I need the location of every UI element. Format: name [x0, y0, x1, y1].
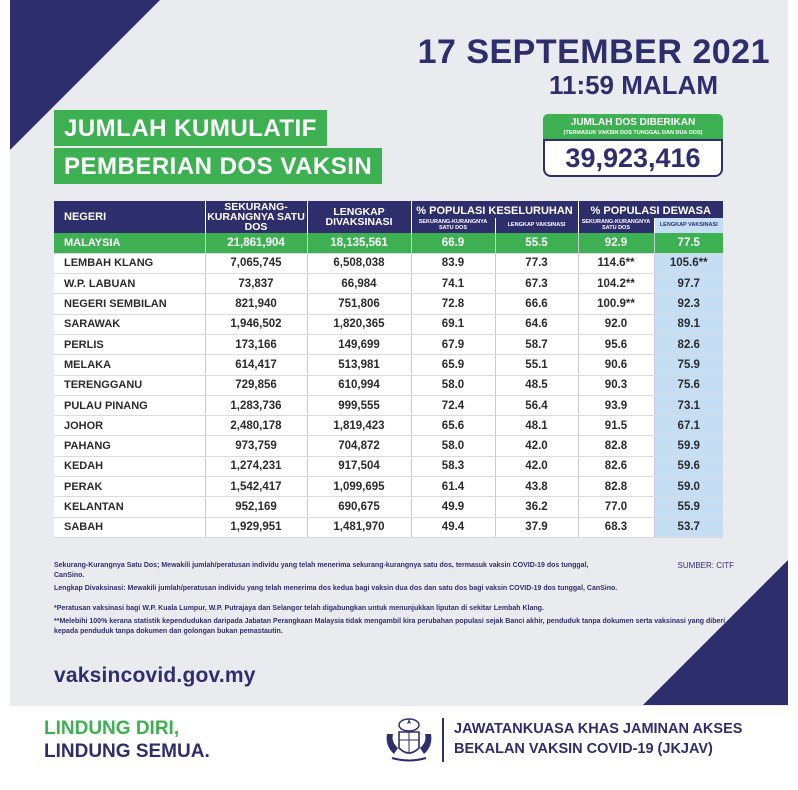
cell-pa2: 89.1: [654, 314, 723, 334]
cell-pa2: 97.7: [654, 274, 723, 294]
cell-full: 18,135,561: [307, 233, 411, 253]
subheader-adult-full: LENGKAP VAKSINASI: [654, 218, 723, 233]
cell-pa1: 68.3: [578, 517, 654, 537]
cell-full: 1,820,365: [307, 314, 411, 334]
cell-full: 999,555: [307, 395, 411, 415]
cell-full: 66,984: [307, 274, 411, 294]
cell-pt1: 58.3: [411, 456, 495, 476]
cell-pt1: 58.0: [411, 436, 495, 456]
header-pop-adult: % POPULASI DEWASA: [578, 201, 723, 218]
table-row: [54, 436, 723, 456]
cell-pa2: 92.3: [654, 294, 723, 314]
cell-full: 751,806: [307, 294, 411, 314]
total-label-text: JUMLAH DOS DIBERIKAN: [570, 117, 696, 128]
cell-full: 690,675: [307, 497, 411, 517]
table-row: [54, 456, 723, 476]
table-row: [54, 477, 723, 497]
cell-pt1: 72.4: [411, 395, 495, 415]
cell-pt2: 56.4: [495, 395, 578, 415]
cell-one: 729,856: [205, 375, 307, 395]
total-doses-label: [543, 114, 723, 139]
cell-state-name: MELAKA: [54, 355, 205, 375]
cell-pa1: 91.5: [578, 416, 654, 436]
cell-state-name: PERLIS: [54, 334, 205, 354]
table-row: [54, 253, 723, 273]
total-doses-card: [543, 114, 723, 177]
cell-pa2: 59.0: [654, 477, 723, 497]
note-one-dose: [54, 561, 734, 580]
cell-pt2: 58.7: [495, 334, 578, 354]
cell-one: 952,169: [205, 497, 307, 517]
agency-name: [454, 719, 742, 759]
cell-pa1: 92.9: [578, 233, 654, 253]
cell-pa2: 77.5: [654, 233, 723, 253]
table-row: [54, 416, 723, 436]
header-pop-total: % POPULASI KESELURUHAN: [411, 201, 578, 218]
cell-full: 610,994: [307, 375, 411, 395]
cell-pt2: 66.6: [495, 294, 578, 314]
cell-pa1: 82.6: [578, 456, 654, 476]
title-line-2: PEMBERIAN DOS VAKSIN: [54, 148, 382, 184]
total-doses-value: 39,923,416: [543, 139, 723, 177]
cell-pa2: 53.7: [654, 517, 723, 537]
cell-pa1: 100.9**: [578, 294, 654, 314]
cell-one: 7,065,745: [205, 253, 307, 273]
cell-pt1: 49.9: [411, 497, 495, 517]
table-row: [54, 497, 723, 517]
cell-pa1: 77.0: [578, 497, 654, 517]
slogan-line-1: LINDUNG DIRI,: [44, 718, 180, 739]
cell-one: 73,837: [205, 274, 307, 294]
footer-divider: [442, 718, 444, 762]
agency-line-2: BEKALAN VAKSIN COVID-19 (JKJAV): [454, 741, 713, 757]
cell-pt1: 72.8: [411, 294, 495, 314]
cell-full: 1,099,695: [307, 477, 411, 497]
website-link[interactable]: vaksincovid.gov.my: [54, 664, 256, 687]
title-line-1: JUMLAH KUMULATIF: [54, 110, 327, 146]
cell-pa2: 59.9: [654, 436, 723, 456]
cell-one: 821,940: [205, 294, 307, 314]
cell-pt2: 77.3: [495, 253, 578, 273]
cell-state-name: PAHANG: [54, 436, 205, 456]
subheader-total-one: SEKURANG-KURANGNYA SATU DOS: [411, 218, 495, 233]
cell-full: 1,481,970: [307, 517, 411, 537]
cell-pt1: 69.1: [411, 314, 495, 334]
cell-pa2: 67.1: [654, 416, 723, 436]
cell-pt2: 48.5: [495, 375, 578, 395]
note-full: Lengkap Divaksinasi: Mewakili jumlah/peratusan individu yang telah menerima dos kedua bagi vaksin dua dos dan satu dos bagi vaksin COVID-19 dos tunggal, CanSino.: [54, 585, 618, 592]
cell-state-name: JOHOR: [54, 416, 205, 436]
vaccination-table: [54, 201, 723, 538]
cell-one: 1,946,502: [205, 314, 307, 334]
cell-pa2: 55.9: [654, 497, 723, 517]
date-text: 17 SEPTEMBER 2021: [417, 33, 770, 71]
cell-pa1: 82.8: [578, 436, 654, 456]
cell-state-name: SABAH: [54, 517, 205, 537]
cell-full: 513,981: [307, 355, 411, 375]
table-row: [54, 375, 723, 395]
cell-pt2: 36.2: [495, 497, 578, 517]
cell-one: 2,480,178: [205, 416, 307, 436]
cell-pa1: 104.2**: [578, 274, 654, 294]
cell-pa1: 90.3: [578, 375, 654, 395]
cell-pt2: 48.1: [495, 416, 578, 436]
cell-state-name: KEDAH: [54, 456, 205, 476]
cell-pt1: 67.9: [411, 334, 495, 354]
cell-pa2: 75.9: [654, 355, 723, 375]
footer-bar: [10, 706, 788, 775]
cell-one: 1,274,231: [205, 456, 307, 476]
header-one-dose: SEKURANG-KURANGNYA SATU DOS: [205, 201, 307, 233]
cell-state-name: PERAK: [54, 477, 205, 497]
cell-pa2: 82.6: [654, 334, 723, 354]
cell-pt1: 65.6: [411, 416, 495, 436]
cell-state-name: SARAWAK: [54, 314, 205, 334]
coat-of-arms-icon: [382, 714, 436, 764]
cell-full: 704,872: [307, 436, 411, 456]
cell-pa2: 105.6**: [654, 253, 723, 273]
cell-state-name: W.P. LABUAN: [54, 274, 205, 294]
cell-one: 1,283,736: [205, 395, 307, 415]
cell-pt2: 43.8: [495, 477, 578, 497]
table-row: [54, 334, 723, 354]
cell-pa1: 82.8: [578, 477, 654, 497]
cell-pt1: 74.1: [411, 274, 495, 294]
page-title: [54, 110, 382, 184]
cell-pt2: 64.6: [495, 314, 578, 334]
cell-pt2: 37.9: [495, 517, 578, 537]
cell-state-name: KELANTAN: [54, 497, 205, 517]
cell-one: 973,759: [205, 436, 307, 456]
table-row: [54, 294, 723, 314]
source-label: SUMBER: CITF: [677, 561, 734, 570]
subheader-adult-one: SEKURANG-KURANGNYA SATU DOS: [578, 218, 654, 233]
subheader-total-full: LENGKAP VAKSINASI: [495, 218, 578, 233]
cell-state-name: PULAU PINANG: [54, 395, 205, 415]
date-block: [418, 34, 770, 100]
cell-full: 917,504: [307, 456, 411, 476]
slogan-line-2: LINDUNG SEMUA.: [44, 741, 210, 762]
cell-one: 614,417: [205, 355, 307, 375]
cell-pt2: 55.1: [495, 355, 578, 375]
cell-state-name: NEGERI SEMBILAN: [54, 294, 205, 314]
table-row: [54, 274, 723, 294]
cell-state-name: TERENGGANU: [54, 375, 205, 395]
slogan: [44, 717, 210, 763]
cell-pt1: 65.9: [411, 355, 495, 375]
header-full: LENGKAP DIVAKSINASI: [307, 201, 411, 233]
cell-pt1: 49.4: [411, 517, 495, 537]
cell-pt2: 67.3: [495, 274, 578, 294]
cell-pt1: 66.9: [411, 233, 495, 253]
note-lembah-klang: *Peratusan vaksinasi bagi W.P. Kuala Lumpur, W.P. Putrajaya dan Selangor telah digabungkan untuk menunjukkan liputan di sekitar Lembah Klang.: [54, 604, 544, 612]
footnotes: [54, 561, 734, 640]
cell-one: 1,542,417: [205, 477, 307, 497]
total-sublabel-text: (TERMASUK VAKSIN DOS TUNGGAL DAN DUA DOS): [563, 130, 703, 136]
cell-full: 149,699: [307, 334, 411, 354]
note-one-dose-text: Sekurang-Kurangnya Satu Dos; Mewakili jumlah/peratusan individu yang telah menerima sekurang-kurangnya satu dos, termasuk vaksin COVID-19 dos tunggal, CanSino.: [54, 562, 589, 579]
cell-pt1: 83.9: [411, 253, 495, 273]
table-row: [54, 517, 723, 537]
cell-full: 6,508,038: [307, 253, 411, 273]
cell-pa1: 90.6: [578, 355, 654, 375]
table-row: [54, 355, 723, 375]
cell-full: 1,819,423: [307, 416, 411, 436]
note-over-100: **Melebihi 100% kerana statistik kependudukan daripada Jabatan Perangkaan Malaysia tidak mengambil kira perubahan populasi sejak Banci akhir, penduduk tanpa dokumen serta vaksinasi yang diberi kepada penduduk tanpa dokumen dan golongan bukan pemastautin.: [54, 618, 726, 635]
cell-pa2: 73.1: [654, 395, 723, 415]
cell-pt1: 58.0: [411, 375, 495, 395]
cell-pa1: 92.0: [578, 314, 654, 334]
cell-pt2: 42.0: [495, 456, 578, 476]
header-negeri: NEGERI: [54, 201, 205, 233]
cell-one: 173,166: [205, 334, 307, 354]
cell-pa1: 95.6: [578, 334, 654, 354]
table-row: [54, 314, 723, 334]
time-text: 11:59 MALAM: [548, 70, 718, 100]
table-header-row: [54, 201, 723, 218]
cell-pt2: 42.0: [495, 436, 578, 456]
infographic-poster: [10, 0, 788, 775]
agency-line-1: JAWATANKUASA KHAS JAMINAN AKSES: [454, 721, 743, 737]
cell-pa2: 59.6: [654, 456, 723, 476]
cell-pa1: 114.6**: [578, 253, 654, 273]
table-row: [54, 233, 723, 253]
cell-one: 1,929,951: [205, 517, 307, 537]
cell-pa2: 75.6: [654, 375, 723, 395]
cell-pa1: 93.9: [578, 395, 654, 415]
cell-pt2: 55.5: [495, 233, 578, 253]
cell-one: 21,861,904: [205, 233, 307, 253]
cell-state-name: MALAYSIA: [54, 233, 205, 253]
table-body: [54, 233, 723, 537]
cell-pt1: 61.4: [411, 477, 495, 497]
table-row: [54, 395, 723, 415]
cell-state-name: LEMBAH KLANG: [54, 253, 205, 273]
